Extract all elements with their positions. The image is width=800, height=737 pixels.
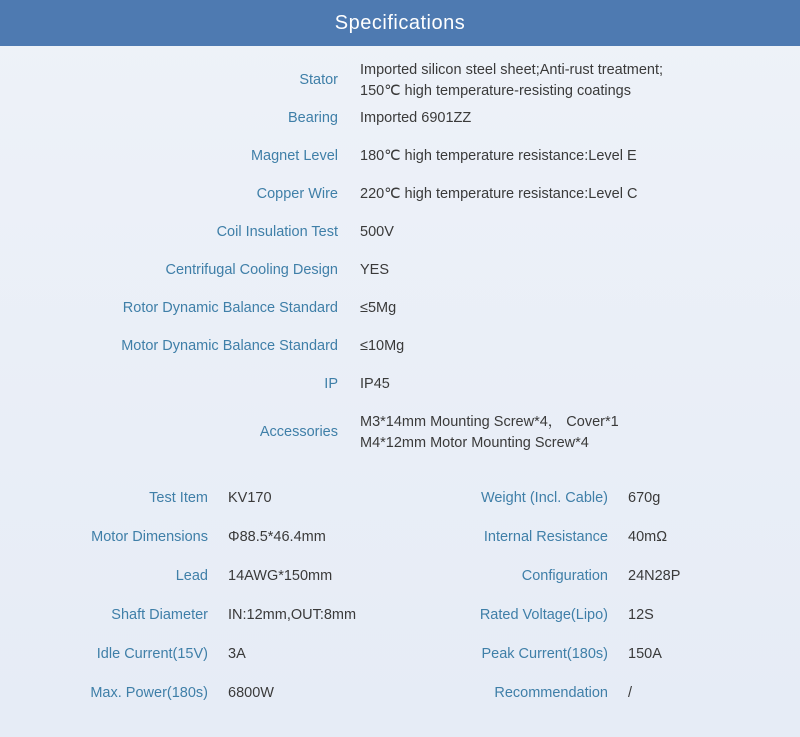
table-row: [0, 634, 800, 673]
page-title: Specifications: [334, 11, 466, 34]
spec-value: 12S: [628, 606, 654, 623]
spec-label: Copper Wire: [256, 186, 338, 202]
table-row: [0, 517, 800, 556]
spec-row: [0, 60, 800, 108]
spec-row: [0, 336, 800, 374]
spec-row: [0, 108, 800, 146]
spec-value-line: Imported silicon steel sheet;Anti-rust treatment;: [360, 62, 664, 78]
spec-label: Motor Dynamic Balance Standard: [121, 338, 338, 354]
spec-value: 6800W: [228, 684, 274, 701]
table-row: [0, 673, 800, 712]
spec-value: 24N28P: [628, 567, 681, 584]
spec-value: KV170: [228, 489, 272, 506]
spec-label: Recommendation: [494, 684, 608, 701]
spec-label: Rotor Dynamic Balance Standard: [122, 300, 338, 316]
spec-value: IN:12mm,OUT:8mm: [228, 606, 357, 623]
spec-value: /: [628, 684, 633, 701]
spec-value: Imported 6901ZZ: [360, 110, 472, 126]
spec-value: 220℃ high temperature resistance:Level C: [360, 186, 638, 202]
spec-value: 3A: [228, 645, 246, 662]
spec-row: [0, 184, 800, 222]
spec-row: [0, 412, 800, 460]
spec-label: IP: [324, 376, 338, 392]
spec-label: Idle Current(15V): [96, 645, 208, 662]
spec-value: 500V: [360, 224, 394, 240]
spec-label: Max. Power(180s): [90, 684, 208, 701]
spec-label: Magnet Level: [250, 148, 338, 164]
spec-label: Internal Resistance: [483, 528, 608, 545]
table-row: [0, 478, 800, 517]
secondary-spec-grid: [0, 478, 800, 712]
spec-value-line: 150℃ high temperature-resisting coatings: [360, 83, 631, 99]
spec-value: ≤5Mg: [360, 300, 397, 316]
spec-value: Φ88.5*46.4mm: [228, 528, 326, 545]
spec-label: Bearing: [288, 110, 338, 126]
page-header: [0, 0, 800, 46]
spec-label: Accessories: [259, 424, 338, 440]
spec-label: Shaft Diameter: [111, 606, 208, 623]
spec-label: Rated Voltage(Lipo): [479, 606, 608, 623]
spec-label: Centrifugal Cooling Design: [165, 262, 338, 278]
table-row: [0, 556, 800, 595]
spec-value: [360, 412, 800, 454]
spec-value: 40mΩ: [628, 528, 668, 545]
spec-value: ≤10Mg: [360, 338, 405, 354]
spec-row: [0, 298, 800, 336]
spec-row: [0, 146, 800, 184]
spec-value: 180℃ high temperature resistance:Level E: [360, 148, 637, 164]
spec-row: [0, 260, 800, 298]
spec-row: [0, 222, 800, 260]
spec-label: Coil Insulation Test: [216, 224, 338, 240]
spec-label: Test Item: [149, 489, 208, 506]
spec-value-line: M4*12mm Motor Mounting Screw*4: [360, 435, 589, 451]
spec-value-line: M3*14mm Mounting Screw*4， Cover*1: [360, 414, 619, 430]
spec-label: Weight (Incl. Cable): [480, 489, 608, 506]
spec-value: 14AWG*150mm: [228, 567, 333, 584]
spec-label: Configuration: [521, 567, 608, 584]
spec-label: Stator: [299, 72, 338, 88]
spec-label: Lead: [175, 567, 208, 584]
spec-label: Motor Dimensions: [91, 528, 208, 545]
table-row: [0, 595, 800, 634]
spec-value: 670g: [628, 489, 661, 506]
spec-value: [360, 60, 800, 102]
spec-row: [0, 374, 800, 412]
spec-value: YES: [360, 262, 390, 278]
spec-value: IP45: [360, 376, 390, 392]
spec-label: Peak Current(180s): [481, 645, 608, 662]
spec-value: 150A: [628, 645, 662, 662]
primary-spec-list: [0, 46, 800, 460]
